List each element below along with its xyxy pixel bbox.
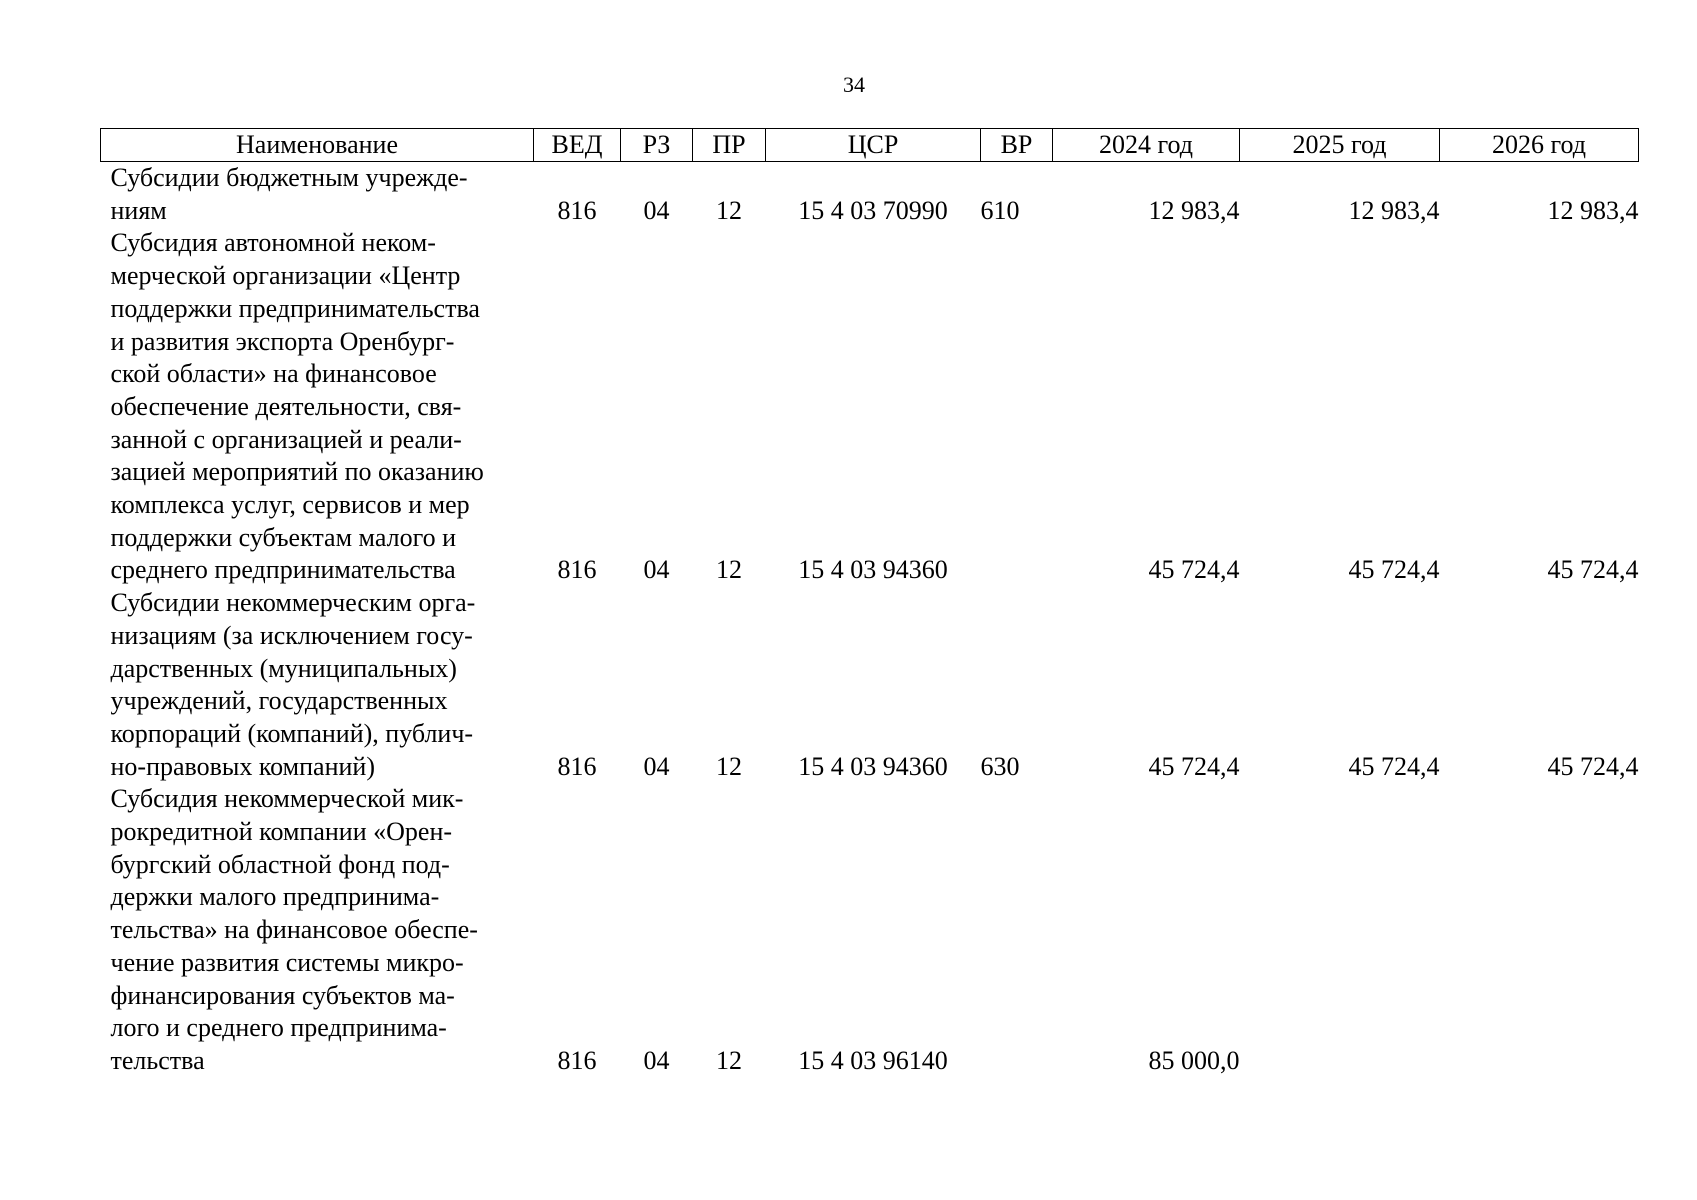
row-pr: 12 <box>716 195 742 225</box>
row-2026: 12 983,4 <box>1547 195 1639 225</box>
header-row <box>101 129 1639 162</box>
row-vr <box>981 227 1053 587</box>
header-rz: РЗ <box>621 129 693 162</box>
row-2024: 12 983,4 <box>1148 195 1240 225</box>
row-2024: 85 000,0 <box>1148 1045 1240 1075</box>
row-pr: 12 <box>716 751 742 781</box>
row-csr: 15 4 03 70990 <box>798 195 948 225</box>
header-2024: 2024 год <box>1053 129 1240 162</box>
table-row <box>101 783 1639 1077</box>
header-2025: 2025 год <box>1240 129 1440 162</box>
row-rz: 04 <box>643 1045 670 1075</box>
row-rz: 04 <box>643 751 670 781</box>
row-2026 <box>1440 783 1639 1077</box>
row-name: Субсидии некоммерческим орга- низациям (за исключением госу- дарственных (муниципальных) учреждений, государственных корпораций (компаний), публич- но-правовых компаний) <box>110 588 476 781</box>
row-2025: 45 724,4 <box>1348 751 1440 781</box>
row-name: Субсидии бюджетным учрежде- ниям <box>110 163 468 225</box>
row-pr: 12 <box>716 1045 742 1075</box>
row-2024: 45 724,4 <box>1148 751 1240 781</box>
row-rz: 04 <box>643 555 670 585</box>
row-2025: 45 724,4 <box>1348 555 1440 585</box>
row-ved: 816 <box>557 195 597 225</box>
row-2024: 45 724,4 <box>1148 555 1240 585</box>
row-csr: 15 4 03 94360 <box>798 751 948 781</box>
row-2026: 45 724,4 <box>1547 555 1639 585</box>
header-2026: 2026 год <box>1440 129 1639 162</box>
table-row <box>101 162 1639 228</box>
table-row <box>101 227 1639 587</box>
row-2025 <box>1240 783 1440 1077</box>
budget-table <box>100 128 1639 1078</box>
row-name: Субсидия автономной неком- мерческой организации «Центр поддержки предпринимательства и развития экспорта Оренбург- ской области» на финансовое обеспечение деятельности, свя- занной с организацией и реали- зацией мероприятий по оказанию комплекса услуг, сервисов и мер поддержки субъектам малого и среднего предпринимательства <box>110 228 484 585</box>
header-csr: ЦСР <box>766 129 981 162</box>
row-csr: 15 4 03 94360 <box>798 555 948 585</box>
row-csr: 15 4 03 96140 <box>798 1045 948 1075</box>
row-2026: 45 724,4 <box>1547 751 1639 781</box>
row-vr <box>981 783 1053 1077</box>
row-pr: 12 <box>716 555 742 585</box>
row-ved: 816 <box>557 751 597 781</box>
header-name: Наименование <box>101 129 534 162</box>
row-name: Субсидия некоммерческой мик- рокредитной компании «Орен- бургский областной фонд под- держки малого предпринима- тельства» на финансовое обеспе- чение развития системы микро- финансирования субъектов ма- лого и среднего предпринима- тельства <box>110 784 478 1075</box>
table-row <box>101 587 1639 783</box>
row-ved: 816 <box>557 1045 597 1075</box>
row-vr: 610 <box>980 195 1020 225</box>
row-rz: 04 <box>643 195 670 225</box>
header-pr: ПР <box>693 129 766 162</box>
row-ved: 816 <box>557 555 597 585</box>
row-vr: 630 <box>980 751 1020 781</box>
header-ved: ВЕД <box>534 129 621 162</box>
row-2025: 12 983,4 <box>1348 195 1440 225</box>
header-vr: ВР <box>981 129 1053 162</box>
page-number: 34 <box>843 72 865 97</box>
